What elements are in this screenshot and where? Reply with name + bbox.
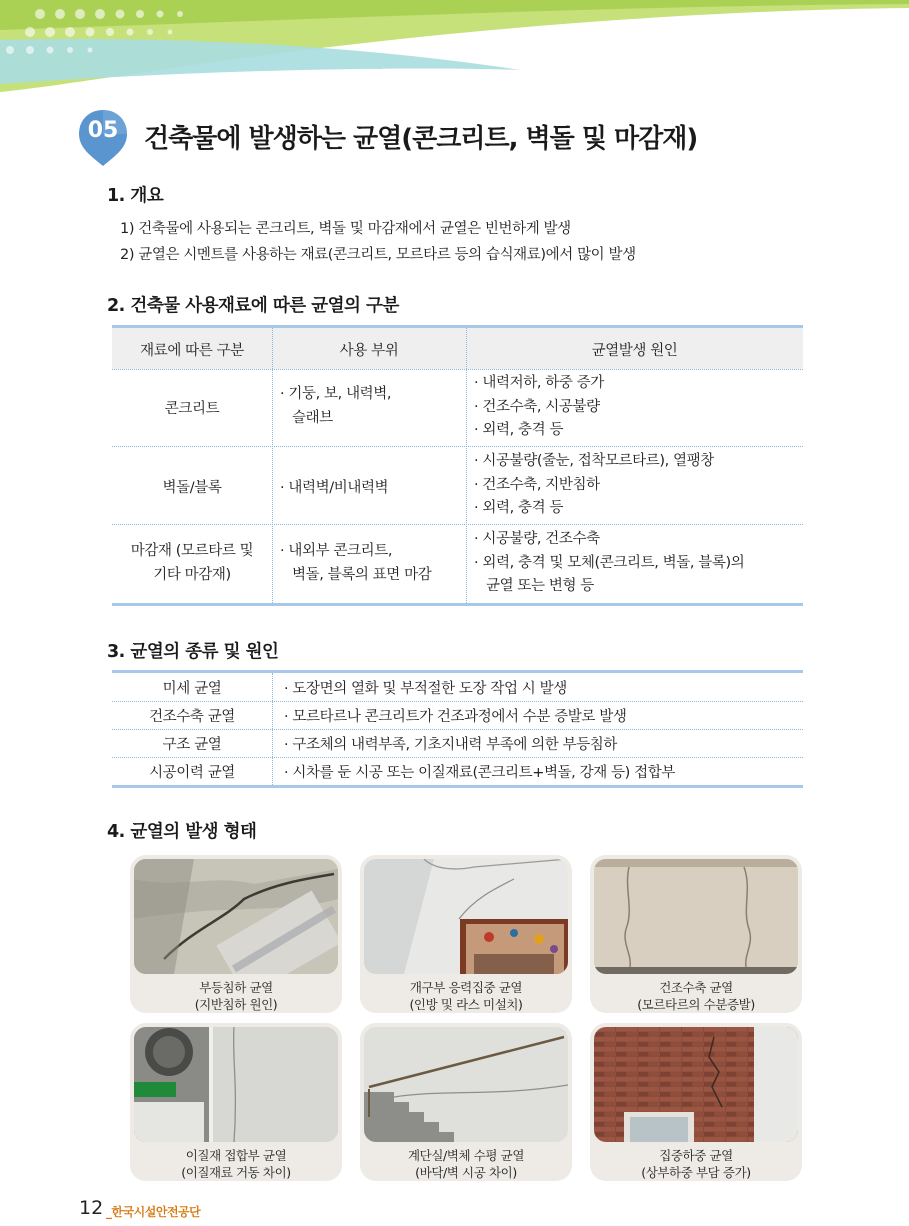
table-row-1-area: · 기둥, 보, 내력벽, 슬래브 [280, 386, 392, 426]
table-header-area: 사용 부위 [339, 343, 399, 359]
page-number: 12 [79, 1197, 104, 1219]
photo-caption: 개구부 응력집중 균열 (인방 및 라스 미설치) [409, 980, 523, 1012]
photo-caption: 부등침하 균열 (지반침하 원인) [194, 980, 278, 1012]
material-crack-table [112, 325, 803, 606]
photo-dissimilar-joint [134, 1027, 338, 1142]
table-row-2-area: · 내력벽/비내력벽 [280, 480, 389, 496]
crack-type-name: 시공이력 균열 [149, 765, 235, 781]
photo-caption: 계단실/벽체 수평 균열 (바닥/벽 시공 차이) [407, 1148, 525, 1180]
photo-opening-stress [364, 859, 568, 974]
table-row [112, 729, 803, 757]
photo-concentrated-load [594, 1027, 798, 1142]
table-row [112, 701, 803, 729]
section-3-title: 3. 균열의 종류 및 원인 [107, 642, 279, 662]
table-row-3-material: 마감재 (모르타르 및 기타 마감재) [130, 543, 254, 583]
photo-stair-horizontal [364, 1027, 568, 1142]
table-row [112, 757, 803, 785]
table-header-cause: 균열발생 원인 [591, 343, 678, 359]
photo-caption: 집중하중 균열 (상부하중 부담 증가) [641, 1148, 751, 1180]
crack-type-name: 미세 균열 [162, 681, 222, 697]
section-2-title: 2. 건축물 사용재료에 따른 균열의 구분 [107, 296, 399, 316]
crack-type-table [112, 670, 803, 788]
crack-type-name: 구조 균열 [162, 737, 222, 753]
table-row-1-material: 콘크리트 [164, 401, 220, 417]
table-row-2-causes: · 시공불량(줄눈, 접착모르타르), 열팽창 · 건조수축, 지반침하 · 외력, 충격 등 [474, 453, 714, 516]
table-row-2-material: 벽돌/블록 [162, 480, 222, 496]
table-row-3-area: · 내외부 콘크리트, 벽돌, 블록의 표면 마감 [280, 543, 432, 583]
photo-card-opening-stress [360, 855, 572, 1013]
section-4-title: 4. 균열의 발생 형태 [107, 822, 257, 842]
table-row-1-causes: · 내력저하, 하중 증가 · 건조수축, 시공불량 · 외력, 충격 등 [474, 375, 604, 438]
photo-caption: 이질재 접합부 균열 (이질재료 거동 차이) [181, 1148, 291, 1180]
crack-type-desc: · 구조체의 내력부족, 기초지내력 부족에 의한 부등침하 [284, 737, 618, 753]
crack-type-desc: · 시차를 둔 시공 또는 이질재료(콘크리트+벽돌, 강재 등) 접합부 [284, 765, 675, 781]
photo-caption: 건조수축 균열 (모르타르의 수분증발) [637, 980, 755, 1012]
overview-line-2: 2) 균열은 시멘트를 사용하는 재료(콘크리트, 모르타르 등의 습식재료)에서 많이 발생 [120, 247, 636, 263]
photo-card-drying-shrinkage [590, 855, 802, 1013]
crack-type-desc: · 도장면의 열화 및 부적절한 도장 작업 시 발생 [284, 681, 567, 697]
page-title: 건축물에 발생하는 균열(콘크리트, 벽돌 및 마감재) [144, 124, 698, 154]
table-header-material: 재료에 따른 구분 [140, 343, 244, 359]
header-decoration [0, 0, 909, 100]
section-badge [77, 108, 129, 164]
photo-card-stair-horizontal [360, 1023, 572, 1181]
photo-differential-settlement [134, 859, 338, 974]
crack-type-desc: · 모르타르나 콘크리트가 건조과정에서 수분 증발로 발생 [284, 709, 627, 725]
photo-card-concentrated-load [590, 1023, 802, 1181]
crack-type-name: 건조수축 균열 [149, 709, 235, 725]
section-1-title: 1. 개요 [107, 186, 164, 206]
table-row-3-causes: · 시공불량, 건조수축 · 외력, 충격 및 모체(콘크리트, 벽돌, 블록)의 균열 또는 변형 등 [474, 531, 745, 594]
table-row [112, 673, 803, 701]
photo-card-differential-settlement [130, 855, 342, 1013]
footer-organization: _한국시설안전공단 [106, 1205, 201, 1219]
photo-card-dissimilar-joint [130, 1023, 342, 1181]
section-number: 05 [87, 118, 119, 143]
overview-line-1: 1) 건축물에 사용되는 콘크리트, 벽돌 및 마감재에서 균열은 빈번하게 발생 [120, 221, 571, 237]
photo-drying-shrinkage [594, 859, 798, 974]
